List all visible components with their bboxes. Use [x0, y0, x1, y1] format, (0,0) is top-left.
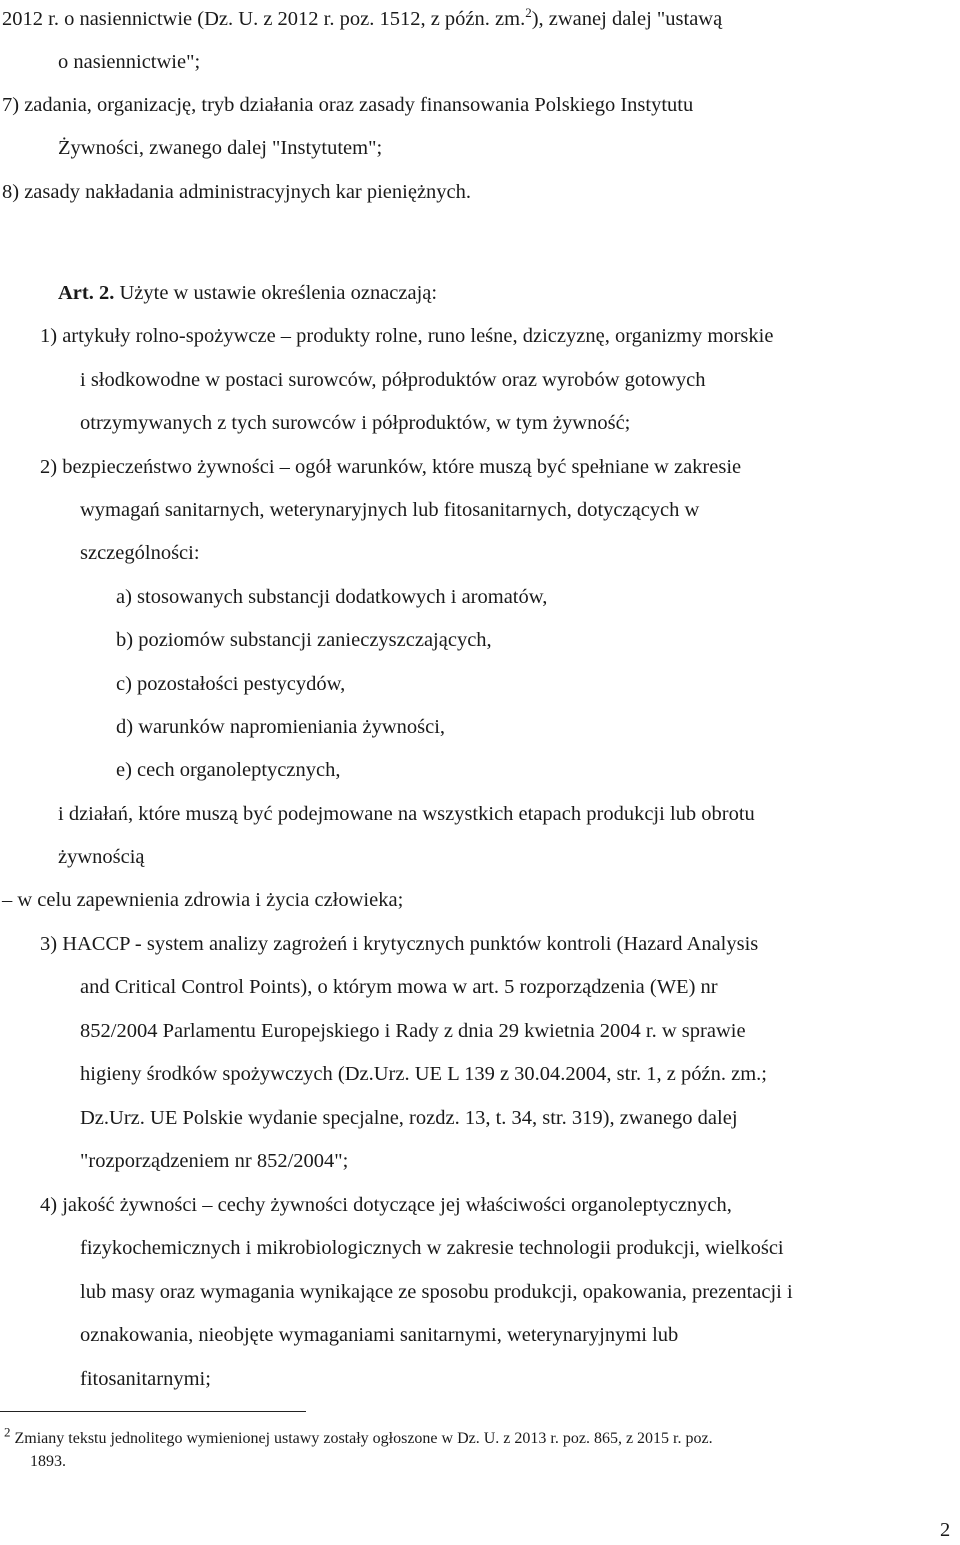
definition-3: 3) HACCP - system analizy zagrożeń i krytycznych punktów kontroli (Hazard Analysis — [40, 933, 759, 955]
sub-item-d: d) warunków napromieniania żywności, — [116, 716, 446, 738]
text-line: "rozporządzeniem nr 852/2004"; — [80, 1150, 349, 1172]
text-line: Dz.Urz. UE Polskie wydanie specjalne, rozdz. 13, t. 34, str. 319), zwanego dalej — [80, 1107, 738, 1129]
text-line: – w celu zapewnienia zdrowia i życia człowieka; — [2, 889, 404, 911]
footnote-continuation: 1893. — [30, 1453, 66, 1470]
text-line: szczególności: — [80, 542, 200, 564]
article-heading — [58, 282, 437, 306]
text-line: and Critical Control Points), o którym mowa w art. 5 rozporządzenia (WE) nr — [80, 976, 718, 998]
text-line: higieny środków spożywczych (Dz.Urz. UE L 139 z 30.04.2004, str. 1, z późn. zm.; — [80, 1063, 767, 1085]
definition-4: 4) jakość żywności – cechy żywności dotyczące jej właściwości organoleptycznych, — [40, 1194, 732, 1216]
text-line: Żywności, zwanego dalej "Instytutem"; — [58, 137, 383, 159]
article-intro: Użyte w ustawie określenia oznaczają: — [119, 282, 438, 304]
text-line: o nasiennictwie"; — [58, 51, 201, 73]
text-line: żywnością — [58, 846, 145, 868]
sub-item-e: e) cech organoleptycznych, — [116, 759, 341, 781]
text-line: fizykochemicznych i mikrobiologicznych w zakresie technologii produkcji, wielkości — [80, 1237, 784, 1259]
definition-1: 1) artykuły rolno-spożywcze – produkty rolne, runo leśne, dziczyznę, organizmy morskie — [40, 325, 774, 347]
text-line — [2, 5, 723, 32]
list-item-8: 8) zasady nakładania administracyjnych kar pieniężnych. — [2, 181, 472, 203]
sub-item-a: a) stosowanych substancji dodatkowych i aromatów, — [116, 586, 548, 608]
text-line: 852/2004 Parlamentu Europejskiego i Rady z dnia 29 kwietnia 2004 r. w sprawie — [80, 1020, 746, 1042]
text-line: fitosanitarnymi; — [80, 1368, 211, 1390]
footnote — [4, 1424, 713, 1448]
footnote-separator — [0, 1411, 306, 1412]
article-label: Art. 2. — [58, 282, 115, 304]
text-line: otrzymywanych z tych surowców i półproduktów, w tym żywność; — [80, 412, 631, 434]
footnote-text: Zmiany tekstu jednolitego wymienionej ustawy zostały ogłoszone w Dz. U. z 2013 r. poz. 865, z 2015 r. poz. — [14, 1430, 713, 1447]
page-number: 2 — [940, 1519, 951, 1541]
footnote-mark: 2 — [4, 1424, 11, 1440]
list-item-7: 7) zadania, organizację, tryb działania oraz zasady finansowania Polskiego Instytutu — [2, 94, 694, 116]
definition-2: 2) bezpieczeństwo żywności – ogół warunków, które muszą być spełniane w zakresie — [40, 456, 742, 478]
text-line: wymagań sanitarnych, weterynaryjnych lub fitosanitarnych, dotyczących w — [80, 499, 700, 521]
footnote-reference: 2 — [525, 5, 532, 21]
sub-item-c: c) pozostałości pestycydów, — [116, 673, 346, 695]
text-line: i działań, które muszą być podejmowane na wszystkich etapach produkcji lub obrotu — [58, 803, 755, 825]
text-segment: ), zwanej dalej "ustawą — [531, 8, 723, 30]
text-segment: 2012 r. o nasiennictwie (Dz. U. z 2012 r. poz. 1512, z późn. zm. — [2, 8, 526, 30]
text-line: lub masy oraz wymagania wynikające ze sposobu produkcji, opakowania, prezentacji i — [80, 1281, 793, 1303]
sub-item-b: b) poziomów substancji zanieczyszczających, — [116, 629, 492, 651]
text-line: oznakowania, nieobjęte wymaganiami sanitarnymi, weterynaryjnymi lub — [80, 1324, 679, 1346]
text-line: i słodkowodne w postaci surowców, półproduktów oraz wyrobów gotowych — [80, 369, 706, 391]
